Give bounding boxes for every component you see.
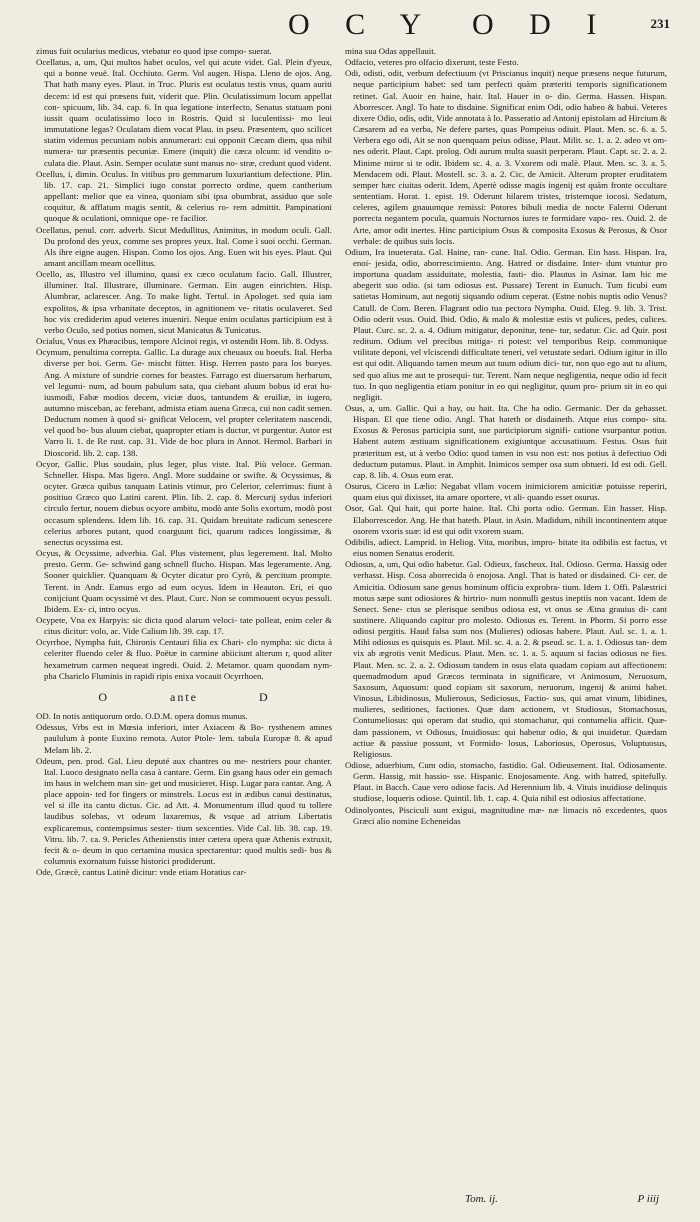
header-right-word: O D I bbox=[472, 8, 611, 41]
page-header bbox=[40, 10, 670, 46]
entry: Odessus, Vrbs est in Mœsia inferiori, inter Axiacem & Bo- rysthenem amnes paululum à ponte Euxino remota. Autor Ptole- lem. tabula Europæ 8. & apud Melam lib. 2. bbox=[36, 722, 332, 755]
entry: Ocyrrhoe, Nympha fuit, Chironis Centauri filia ex Chari- clo nympha: sic dicta à celeriter fluendo celer & fluo. Poëtæ in carmine abiiciunt alterum r, quod aliter hexametrum carmen nequeat ingredi. Ouid. 2. Metamor. quam quondam nym- pha Chariclo Fluminis in rapidi ripis enixa vocauit Ocyrrhoen. bbox=[36, 637, 332, 681]
entry: Osurus, Cicero in Lælio: Negabat vllam vocem inimiciorem amicitiæ potuisse reperiri, quam eius qui dixisset, ita amare oportere, vt ali- quando esset osurus. bbox=[345, 481, 667, 503]
entry: OD. In notis antiquorum ordo. O.D.M. opera domus munus. bbox=[36, 711, 248, 722]
entry: Odiosus, a, um, Qui odio habetur. Gal. Odieux, fascheux. Ital. Odioso. Germa. Hassig oder verhasst. Hisp. Cosa aborrecida ò enojosa. Angl. That is hated or disdained. Ci- cer. de Amicitia. Odiosum sane genus hominum officia exprobra- tium. Idem 1. Offi. Palæstrici motus sæpe sunt odiosiores & hirtrio- num nonnulli gestus ineptiis non vacant. Idem de Senect. Sene- ctus se plerisque senibus odiosa est, vt onus se Ætna grauius di- cant sustinere. Aliquando capitur pro molesto. Odiosus es. Terent. in Phorm. Si porro esse odiosi pergitis. Haud falsa sum nos (Mulieres) odiosas habere. Plaut. Aul. sc. 1. a. 1. Mihi odiosus es quisquis es. Plaut. Mil. sc. 4. a. 2. & pseud. sc. 1. a. 1. Odiosus tan- dem vix ab ægrotis venit Medicus. Plaut. Men. sc. 1. a. 5. aquum si facias odiosus ne fies. Plaut. Men. sc. 2. a. 2. Odiosum tandem in osus elata quadam copiam aut affectionem: quemadmodum apud Græcos terminata in significare, vt Animosum, Neruosum, Saxosum, Aquosum: quod copiam sit saxorum, neruorum, ingenij & animi habet. Vinosus, Libidinosus, Mulierosus, Sediciosus, Factio- sus, qui amat vinum, libidines, mulieres, seditiones, factiones. Quæ dam actionem, vt Studiosus, Stomachosus, Contumeliosus: qui operam dat studio, qui stomachatur, qui contumelia afficit. Quæ- dam passionem, vt Odiosus, Inuidiosus: qui habetur odio, & qui inuidetur. Quædam actiue & passiue possunt, vt Formido- losus, Laboriosus, Operosus, Voluptuosus, Religiosus. bbox=[345, 559, 667, 759]
entry: Ocellus, i, dimin. Oculus. In vitibus pro gemmarum luxuriantium defectione. Plin. lib. 17. cap. 21. Simplici iugo constat porrecto ordine, quem cantherium appellant: melior que ea vinea, quoniam sibi ipsa obumbrat, assiduo que sole coquitur, & afflatum magis sentit, & celerius ro- rem admittit. Pampinationi quoque & oculationi, omnique ope- re facilior. bbox=[36, 168, 332, 224]
section-heading bbox=[36, 689, 332, 704]
entry: Odiose, aduerbium, Cum odio, stomacho, fastidio. Gal. Odieusement. Ital. Odiosamente. Germ. Hassig, mit hassio- sse. Hispanic. Enojosamente. Ang. with hatred, spitefully. Plaut. in Bacch. Caue vero odiose facis. Ad Herennium lib. 4. Vituis inuidiose delinquis studiose, loqueris odiose. Quintil. lib. 1. cap. 4. Quia nihil est odiosius affectatione. bbox=[345, 760, 667, 804]
entry: Ocello, as, Illustro vel illumino, quasi ex cæco oculatum facio. Gall. Illustrer, illuminer. Ital. Illustrare, illuminare. German. Ein augen einrichten. Hisp. Alumbrar, aclarescer. Ang. To make light. Tertul. in Apologet. sed quia iam expolitos, & ipsa vrbanitate deceptos, in agnitionem ve- ritatis oculaveret. Sed hoc vix crediderim apud veteres inueniri. Neque enim oculatus participium est à verbo Oculo, sed potius nomen, sicut Manicatus & Tunicatus. bbox=[36, 269, 332, 335]
section-heading-middle: ante bbox=[170, 689, 198, 704]
entry: mina sua Odas appellauit. bbox=[345, 46, 436, 56]
entry: Ocypete, Vna ex Harpyis: sic dicta quod alarum veloci- tate polleat, enim celer & citus dicitur: volo, ac. Vide Calium lib. 39. cap. 17. bbox=[36, 614, 332, 637]
entry: Osor, Gal. Qui hait, qui porte haine. Ital. Chi porta odio. German. Ein hasser. Hisp. Elaborrescedor. Ang. He that hateth. Plaut. in Asin. Madidum, nihili incontinentem atque osorem vxoris suæ: id est qui odit vxorem suam. bbox=[345, 503, 667, 536]
entry: Ode, Græcè, cantus Latinè dicitur: vnde etiam Horatius car- bbox=[36, 867, 247, 878]
section-heading-right: D bbox=[259, 689, 270, 704]
left-column bbox=[36, 46, 332, 1186]
signature-mark: P iiij bbox=[637, 1193, 659, 1205]
entry: Ocellatus, penul. corr. adverb. Sicut Medullitus, Animitus, in modum oculi. Gall. Du profond des yeux, comme ses propres yeux. Ital. Come ì suoi occhi. German. Als ihre eigne augen. Hispan. Como los ojos. Ang. Euen wit his eyes. Plaut. Qui amant ancillam meam ocellitus. bbox=[36, 224, 332, 268]
right-column bbox=[345, 46, 667, 1186]
tome-label: Tom. ij. bbox=[465, 1193, 498, 1205]
entry: Ocyus, & Ocyssime, adverbia. Gal. Plus vistement, plus legerement. Ital. Molto presto. Germ. Ge- schwind gang schnell flucho. Hispan. Mas legeramente. Ang. Sooner quicklier. Quanquam & Ocyter dicatur pro Cyrò, & percitum prompte. Terent. in Andr. Eamus ergo ad eum ocyus. Idem in Heauton. Eri, ei quo conijciunt Quam ocyssimè vt des. Plaut. Curc. Non se commouent ocyus pessuli. Ibidem. Ex- ci, intro ocyus. bbox=[36, 548, 332, 614]
header-left-word: O C Y bbox=[288, 8, 436, 41]
entry: Odeum, pen. prod. Gal. Lieu deputé aux chantres ou me- nestriers pour chanter. Ital. Luoco designato nella casa à cantare. Germ. Ein gsang haus oder ein gemach im haus in welchem man sin- get und musicieret. Hisp. Lugar para cantar. Ang. A place appoin- ted for fingers or minstrels. Locus est in ædibus canui destinatus, vel si ille ita cantu dictus. Cic. ad Att. 4. Monumentum illud quod tu tollere laudibus solebas, vt odeum laxaremus, & vsque ad atrium Libertatis explicaremus, contempsimus sester- tium sexcenties. Vide Cal. lib. 38. cap. 19. Vitru. lib. 7. ca. 9. Pericles Athenienstis inter cætera opera quæ Athenis extruxit, fecit & o- deum in quo certamina musica spectarentur: quod multis sedi- bus & columnis exornatum fuisse historici prodiderunt. bbox=[36, 755, 332, 867]
section-heading-left: O bbox=[98, 689, 109, 704]
entry: Odium, Ira inueterata. Gal. Haine, ran- cune. Ital. Odio. German. Ein hass. Hispan. Ira, enoi- jesida, odio, aborrescimiento. Ang. Hatred or disdaine. Inter- dum vtuntur pro importuna quadam assiduitate, molestia, fasti- dio. Plautus in Asinar. Iam hic me abegerit suo odio. (si tam odiosus est. Pussare) Terent in Eunuch. Tum ficubi eum satietas Hominum, aut negotij siquando odium ceperat. (Estne nobis nuptis odio Venus? Catull. de Com. Beren. Flagrant odio tua pectora Nympha. Ouid. Eleg. 9. lib. 3. Trist. Odio oderit vsus. Ouid. Ibid. Odio, & malo & molestiæ estis vt pulices, pedes, culices. Plaut. Curc. sc. 2. a. 4. Odium mitigatur, deponitur, tene- tur, sedatur. Cic. ad Quir. post reditum. Odium vel precibus mitiga- ri potest: vel temporibus Reip. communique vtilitate deponi, vel vlciscendi difficultate teneri, vel vetustate sedari. Odium igitur in illo est qui odit. Aliquando tamen meum aut tuum odium dici- tur, non quo ego aut tu alium, sed quo alius me aut te prosequi- tur. Terent. Nam neque negligentia, neque odio id fecit tuo. In quo negligentia etiam ponitur in eo qui negligitur, quum pro- prium sit in eo qui negligit. bbox=[345, 246, 667, 402]
entry: Osus, a, um. Gallic. Qui a hay, ou hait. Ita. Che ha odio. Germanic. Der da gehasset. Hispan. El que tiene odio. Angl. That hateth or disdaineth. Atque eius compo- sita. Exosus & Perosus participia sunt, sue participiorum signifi- catione vsurpantur potius. Habent autem æstiuam significationem exigiuntque accusatiuum. Festus. Osus fuit præteritum est, ut à verbo Odio: quod tamen in vsu non est: nos potius à defectiuo Odi deductum putamus. Plaut. in Amphit. Inimicos semper osa sum obtueri. Id est odi. Gell. cap. 8. lib. 4. Osus eum erat. bbox=[345, 403, 667, 480]
entry: zimus fuit ocularius medicus, vtebatur eo quod ipse compo- suerat. bbox=[36, 46, 272, 56]
entry: Odinolyontes, Pisciculi sunt exigui, magnitudine mæ- næ limacis nō excedentes, quos Græci alio nomine Echeneidas bbox=[345, 804, 667, 826]
entry: Ocialus, Vnus ex Phæacibus, tempore Alcinoi regis, vt ostendit Hom. lib. 8. Odyss. bbox=[36, 336, 329, 347]
entry: Odibilis, adiect. Lamprid. in Heliog. Vita, moribus, impro- bitate ita odibilis est factus, vt eius nomen Senatus eroderit. bbox=[345, 536, 667, 559]
entry: Ocyor, Gallic. Plus soudain, plus leger, plus viste. Ital. Più veloce. German. Schneller. Hispa. Mas ligero. Angl. More suddaine or swifte. & Ocyssimus, & ocyter. Græca quibus tanquam Latinis vtimur, pro Celerior, celerrimus: fiunt à positiuo Græco quo Latini carent. Plin. lib. 2. cap. 8. Mercurij sydus inferiori circulo fertur, nouem diebus ocyore ambitu, modò ante Solis exortum, modò post occasum splendens. Idem lib. 16. cap. 31. Quidam breuitate radicum senescere celerius arbores putant, quod coarguunt fici, quarum radices longissimæ, & senectus ocyssima est. bbox=[36, 458, 332, 547]
entry: Ocymum, penultima correpta. Gallic. La durage aux cheuaux ou boeufs. Ital. Herba diverse per boi. Germ. Ge- mischt fütter. Hisp. Herren pasto para los bueyes. Ang. A mixture of sundrie cornes for beastes. Farrago est diuersarum herbarum, vel legumi- num, ad boum pabulum sata, qua ciebant aluum bobus id erat hu- iusmodi, Fabæ modios decem, viciæ duos, tantundem & eruiliæ, in iugero, autumno misceban, ac ferebant, admista etiam auena Græca, cui non cadit semen. Deductum nomen à quod si- gnificat Velocem, vel propter celeritatem nascendi, vel quod bo- bus aluum ciebat, quapropter etiam is ductur, vt purgentur. Autor est Varro li. 1. de Re rust. cap. 31. Vide de hoc plura in Annot. Hermol. Barbari in Dioscorid. lib. 2. cap. 138. bbox=[36, 347, 332, 458]
entry: Odfacio, veteres pro olfacio dixerunt, teste Festo. bbox=[345, 57, 519, 68]
entry: Odi, odisti, odit, verbum defectiuum (vt Priscianus inquit) neque præsens neque futurum, neque participium habet: sed tam perfecti quàm præteriti temporis significationem retinet. Gal. Auoir en haine, hair. Ital. Hauer in o- dio. Germa. Hassen. Hispan. Aborrescer. Angl. To hate to disdaine. Significat enim Odi, odio habeo & habui. Veteres dixere Odio, odis, odit, Vide annotata à lo. Passeratio ad Antonij epistolam ad Hircium & Cæsarem ad ea verba, Ne defere partes, quas Pompeius odiuit. Plaut. Men. sc. 6. a. 5. Verbera ego odi, Ait se non quenquam peius odisse, Plaut. Milit. sc. 1. a. 2. adeo vt om- nes oderit. Plaut. Capt. prolog. Odi aurum multa suasit perperam. Plaut. Capt. sc. 2. a. 2. Minime miror si te odit. Ibidem sc. 4. a. 3. Vxorem odi malè. Plaut. Men. sc. 3. a. 5. Mendacem odi. Plaut. Mostell. sc. 3. a. 2. Cic. de Amicit. Alterum propter eruditatem semper hæc ciuitas oderit. Idem, Apertè odisse magis ingenij est quàm fronte occultare sententiam. Horat. 1. epist. 19. Oderunt hilarem tristes, tristemque iocosi. Sedatum, celeres, agilem gnauumque remissi: Potores bibuli media de nocte Falerni Oderunt porrecta negantem pocula, quamuis Nocturnos iures te formidare vapo- res. Ouid. 2. de Arte, amor odit inertes. Hinc participium Osus & composita Exosus & Perosus, & Osor verbale: de quibus suis locis. bbox=[345, 68, 667, 246]
page-number: 231 bbox=[650, 16, 670, 31]
entry: Ocellatus, a, um, Qui multos habet oculos, vel qui acute videt. Gal. Plein d'yeux, qui a bonne veuë. Ital. Occhiuto. Germ. Vol augen. Hispa. Lleno de ojos. Ang. That hath many eyes. Plaut. in Truc. Pluris est oculatus testis vnus, quam auriti decem: id est qui præsens fuit, viderit que. Plin. Oculatissimum locum appellat con- spicuum, lib. 34. cap. 6. In qua legatione interfecto, Senatus statuam poni iussit quam oculatissimo loco in Rostris. Quid si luculentissi- mo leui immutatione legas? Oculatam diem vocat Plau. in pseu. Præsentem, quo scilicet statim videmus pecuniam nobis annumerari: cui opponit Cæcam diem, qua nihil numera- tur præsentis pecuniæ. Emere (inquit) die cæca olcum: id vendito o- culata die. Plaut. Asin. Semper oculatæ sunt manus no- stræ, credunt quod vident. bbox=[36, 57, 332, 168]
